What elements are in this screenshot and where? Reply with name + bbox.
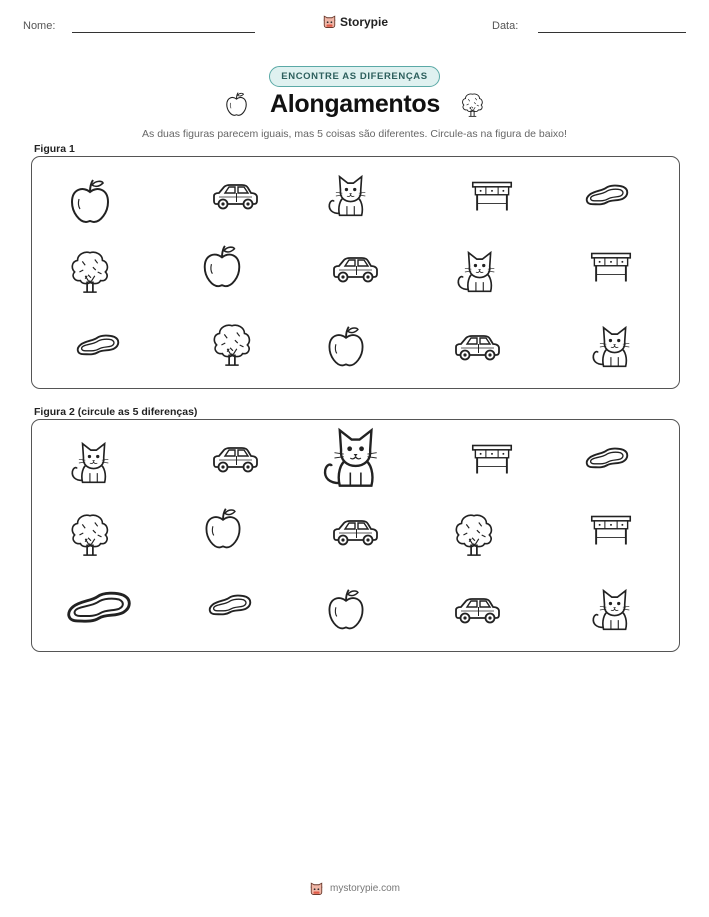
desk-icon[interactable] bbox=[589, 513, 633, 548]
figure1-panel bbox=[31, 156, 680, 389]
band-icon[interactable] bbox=[206, 592, 254, 621]
cat-icon[interactable] bbox=[587, 587, 633, 633]
apple-icon[interactable] bbox=[198, 243, 246, 291]
storypie-logo bbox=[322, 14, 388, 29]
figure2-panel bbox=[31, 419, 680, 652]
name-label: Nome: bbox=[23, 20, 56, 32]
desk-icon[interactable] bbox=[589, 250, 633, 285]
date-label: Data: bbox=[492, 20, 519, 32]
tree-icon[interactable] bbox=[66, 510, 114, 558]
cat-icon[interactable] bbox=[323, 173, 369, 219]
brand-name: Storypie bbox=[340, 14, 389, 29]
car-icon[interactable] bbox=[210, 444, 260, 474]
page-title: Alongamentos bbox=[269, 90, 441, 118]
desk-icon[interactable] bbox=[470, 442, 514, 477]
apple-icon[interactable] bbox=[323, 587, 369, 633]
apple-icon[interactable] bbox=[200, 506, 246, 552]
cat-icon[interactable] bbox=[66, 440, 112, 486]
tree-icon bbox=[459, 91, 486, 118]
storypie-logo-icon bbox=[309, 881, 324, 896]
storypie-logo-icon bbox=[322, 14, 337, 29]
band-icon[interactable] bbox=[63, 588, 135, 631]
cat-icon[interactable] bbox=[316, 425, 382, 491]
car-icon[interactable] bbox=[330, 254, 380, 284]
instructions: As duas figuras parecem iguais, mas 5 coisas são diferentes. Circule-as na figura de baixo! bbox=[142, 128, 567, 140]
band-icon[interactable] bbox=[583, 445, 631, 474]
apple-icon bbox=[223, 91, 250, 118]
figure1-label: Figura 1 bbox=[34, 143, 75, 155]
band-icon[interactable] bbox=[74, 332, 122, 361]
figure2-label: Figura 2 (circule as 5 diferenças) bbox=[34, 406, 198, 418]
cat-icon[interactable] bbox=[587, 324, 633, 370]
footer-site[interactable]: mystorypie.com bbox=[329, 883, 400, 894]
tree-icon[interactable] bbox=[66, 247, 114, 295]
tree-icon[interactable] bbox=[450, 510, 498, 558]
tree-icon[interactable] bbox=[208, 320, 256, 368]
footer bbox=[0, 881, 709, 896]
date-field[interactable] bbox=[538, 32, 686, 33]
band-icon[interactable] bbox=[583, 182, 631, 211]
desk-icon[interactable] bbox=[470, 179, 514, 214]
car-icon[interactable] bbox=[210, 181, 260, 211]
cat-icon[interactable] bbox=[452, 249, 498, 295]
apple-icon[interactable] bbox=[65, 177, 115, 227]
car-icon[interactable] bbox=[452, 595, 502, 625]
activity-badge: ENCONTRE AS DIFERENÇAS bbox=[269, 66, 440, 87]
car-icon[interactable] bbox=[452, 332, 502, 362]
car-icon[interactable] bbox=[330, 517, 380, 547]
apple-icon[interactable] bbox=[323, 324, 369, 370]
name-field[interactable] bbox=[72, 32, 255, 33]
